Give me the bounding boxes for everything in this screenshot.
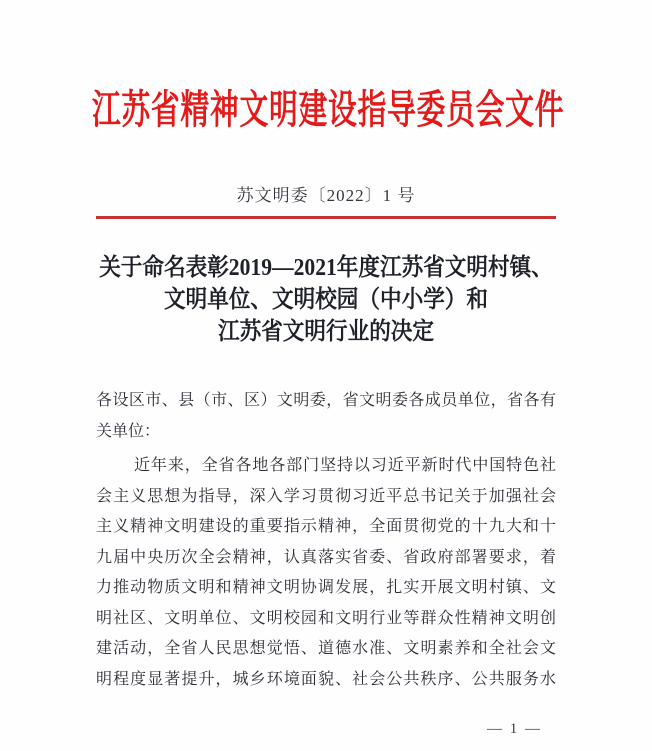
paragraph-line: 力推动物质文明和精神文明协调发展，扎实开展文明村镇、文 <box>96 579 556 596</box>
document-title-line-1-text: 关于命名表彰2019—2021年度江苏省文明村镇、 <box>99 255 553 281</box>
document-title-line-3 <box>0 316 652 348</box>
page-number: — 1 — <box>487 721 542 737</box>
paragraph-line: 主义精神文明建设的重要指示精神，全面贯彻党的十九大和十 <box>96 518 556 535</box>
paragraph-line: 近年来，全省各地各部门坚持以习近平新时代中国特色社 <box>134 457 556 474</box>
document-title-line-3-text: 江苏省文明行业的决定 <box>218 319 434 345</box>
document-body <box>0 386 652 695</box>
document-title <box>0 252 652 348</box>
letterhead-divider-line <box>96 216 556 219</box>
salutation-line: 各设区市、县（市、区）文明委，省文明委各成员单位，省各有 <box>96 392 556 409</box>
salutation-paragraph <box>96 386 556 447</box>
main-paragraph <box>96 451 556 695</box>
paragraph-line: 明社区、文明单位、文明校园和文明行业等群众性精神文明创 <box>96 609 556 627</box>
salutation-line: 关单位： <box>96 422 161 440</box>
letterhead-org-title: 江苏省精神文明建设指导委员会文件 <box>91 87 565 132</box>
paragraph-line: 明程度显著提升，城乡环境面貌、社会公共秩序、公共服务水 <box>96 670 556 688</box>
paragraph-line: 九届中央历次全会精神，认真落实省委、省政府部署要求，着 <box>96 548 556 566</box>
paragraph-line: 建活动，全省人民思想觉悟、道德水准、文明素养和全社会文 <box>96 640 556 657</box>
document-title-line-2-text: 文明单位、文明校园（中小学）和 <box>164 287 488 313</box>
letterhead <box>0 88 652 132</box>
page-footer <box>0 721 652 737</box>
document-title-line-2 <box>0 284 652 316</box>
document-title-line-1 <box>0 252 652 284</box>
document-number: 苏文明委〔2022〕1 号 <box>236 186 416 205</box>
paragraph-line: 会主义思想为指导，深入学习贯彻习近平总书记关于加强社会 <box>96 487 556 505</box>
